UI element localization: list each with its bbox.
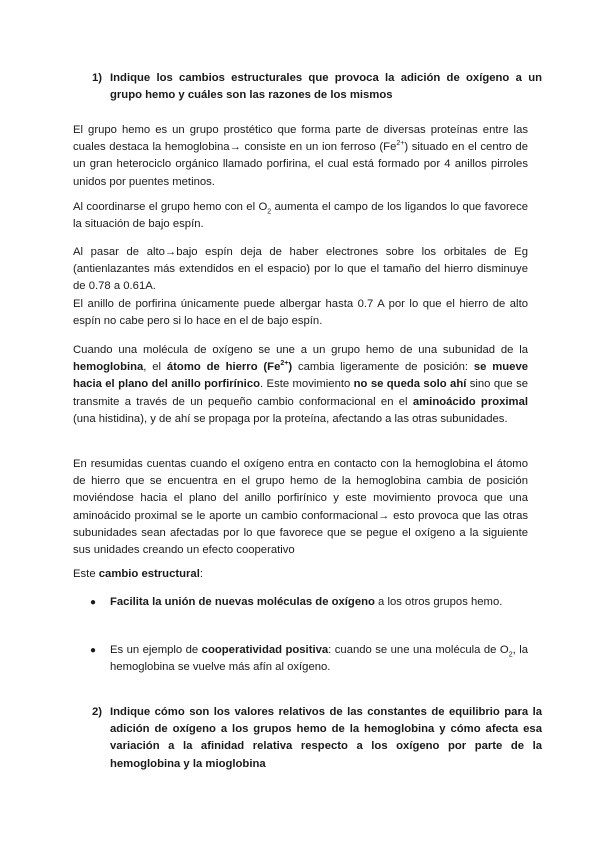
paragraph-summary: En resumidas cuentas cuando el oxígeno entra en contacto con la hemoglobina el átomo de hierro que se encuentra en el grupo hemo de la hemoglobina cambia de posición moviéndose hacia el plano del anillo porfirínico y este movimiento provoca que una aminoácido proximal se le aporte un cambio conformacional→ esto provoca que las otras subunidades sean afectadas por lo que favorece que se pegue el oxígeno a la siguiente sus unidades creando un efecto cooperativo — [73, 458, 528, 557]
bullet-dot-icon: ● — [90, 645, 97, 656]
spin-change-line-1: Al pasar de alto→bajo espín deja de haber electrones sobre los orbitales de Eg (antienlazantes más extendidos en el espacio) por lo que el tamaño del hierro disminuye de 0.78 a 0.61A. — [73, 246, 528, 293]
question-2-number: 2) — [92, 706, 103, 718]
bullet-item-2 — [90, 642, 528, 676]
question-1-heading — [92, 70, 542, 104]
paragraph-o2-coordination: Al coordinarse el grupo hemo con el $O_2$ aumenta el campo de los ligandos lo que favorece la situación de bajo espín. — [73, 201, 528, 231]
bullet-item-2-text: Es un ejemplo de cooperatividad positiva: cuando se une una molécula de $O_2$, la hemoglobina se vuelve más afín al oxígeno. — [110, 644, 528, 674]
question-1-text: Indique los cambios estructurales que provoca la adición de oxígeno a un grupo hemo y cuáles son las razones de los mismos — [110, 72, 542, 102]
question-2-text: Indique cómo son los valores relativos de las constantes de equilibrio para la adición de oxígeno a los grupos hemo de la hemoglobina y cómo afecta esa variación a la afinidad relativa respecto a los oxígeno por parte de la hemoglobina y la mioglobina — [110, 706, 542, 770]
bullet-item-1-text: Facilita la unión de nuevas moléculas de oxígeno a los otros grupos hemo. — [110, 596, 503, 608]
question-1-number: 1) — [92, 72, 103, 84]
paragraph-spin-change — [73, 244, 528, 330]
bullet-item-1 — [90, 594, 528, 611]
question-2-heading — [92, 704, 542, 773]
paragraph-oxygen-binding: Cuando una molécula de oxígeno se une a un grupo hemo de una subunidad de la hemoglobina, el átomo de hierro $(Fe^{2+})$ cambia ligeramente de posición: se mueve hacia el plano del anillo porfirínico. Este movimiento no se queda solo ahí sino que se transmite a través de un pequeño cambio conformacional en el aminoácido proximal (una histidina), y de ahí se propaga por la proteína, afectando a las otras subunidades. — [73, 344, 529, 425]
bullet-dot-icon: ● — [90, 597, 97, 608]
paragraph-hemo-group: El grupo hemo es un grupo prostético que forma parte de diversas proteínas entre las cuales destaca la hemoglobina→ consiste en un ion ferroso $(Fe^{2+})$ situado en el centro de un gran heterociclo orgánico llamado porfirina, el cual está formado por 4 anillos pirroles unidos por puentes metinos. — [73, 124, 528, 188]
paragraph-structural-change-intro: Este cambio estructural: — [73, 568, 203, 580]
spin-change-line-2: El anillo de porfirina únicamente puede albergar hasta 0.7 A por lo que el hierro de alto espín no cabe pero si lo hace en el de bajo espín. — [73, 297, 528, 327]
